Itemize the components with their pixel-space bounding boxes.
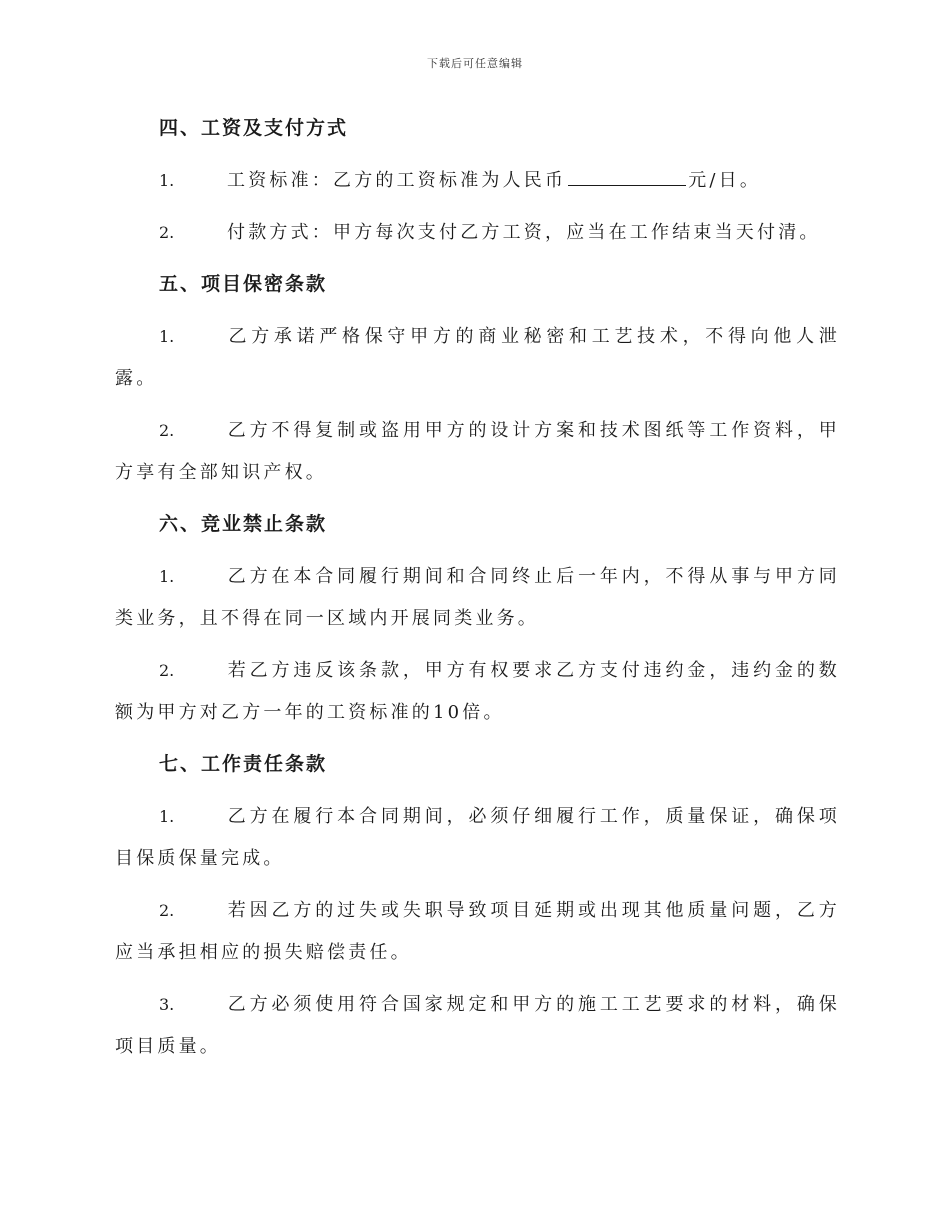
fill-in-blank[interactable]	[568, 165, 686, 186]
page-header-note: 下载后可任意编辑	[427, 57, 523, 70]
clause-item	[115, 160, 840, 202]
clause-item	[115, 410, 840, 494]
section-work-responsibility	[115, 744, 840, 1068]
clause-item	[115, 316, 840, 400]
section-heading: 五、项目保密条款	[159, 273, 328, 295]
clause-item	[115, 212, 840, 254]
clause-item	[115, 890, 840, 974]
clause-number: 2.	[159, 661, 175, 680]
clause-item	[115, 796, 840, 880]
clause-text: 乙方必须使用符合国家规定和甲方的施工工艺要求的材料，确保项目质量。	[115, 994, 840, 1057]
clause-text: 乙方不得复制或盗用甲方的设计方案和技术图纸等工作资料，甲方享有全部知识产权。	[115, 420, 840, 483]
section-wages	[115, 108, 840, 254]
clause-text: 付款方式：甲方每次支付乙方工资，应当在工作结束当天付清。	[227, 222, 821, 243]
clause-item	[115, 984, 840, 1068]
clause-text: 若乙方违反该条款，甲方有权要求乙方支付违约金，违约金的数额为甲方对乙方一年的工资标准的10倍。	[115, 660, 840, 723]
clause-text: 乙方在本合同履行期间和合同终止后一年内，不得从事与甲方同类业务，且不得在同一区域内开展同类业务。	[115, 566, 840, 629]
section-heading: 七、工作责任条款	[159, 753, 328, 775]
clause-number: 2.	[159, 223, 175, 242]
clause-number: 1.	[159, 171, 175, 190]
section-heading: 四、工资及支付方式	[159, 117, 349, 139]
clause-item	[115, 556, 840, 640]
clause-text: 工资标准：乙方的工资标准为人民币	[227, 170, 567, 191]
clause-text: 乙方在履行本合同期间，必须仔细履行工作，质量保证，确保项目保质保量完成。	[115, 806, 840, 869]
section-confidentiality	[115, 264, 840, 494]
document-body	[115, 108, 840, 1078]
clause-number: 1.	[159, 327, 175, 346]
section-heading: 六、竞业禁止条款	[159, 513, 328, 535]
clause-number: 3.	[159, 995, 175, 1014]
clause-text: 元/日。	[688, 170, 762, 191]
clause-number: 1.	[159, 807, 175, 826]
section-non-compete	[115, 504, 840, 734]
clause-text: 乙方承诺严格保守甲方的商业秘密和工艺技术，不得向他人泄露。	[115, 326, 840, 389]
clause-number: 2.	[159, 901, 175, 920]
clause-number: 1.	[159, 567, 175, 586]
clause-number: 2.	[159, 421, 175, 440]
clause-text: 若因乙方的过失或失职导致项目延期或出现其他质量问题，乙方应当承担相应的损失赔偿责任。	[115, 900, 840, 963]
clause-item	[115, 650, 840, 734]
